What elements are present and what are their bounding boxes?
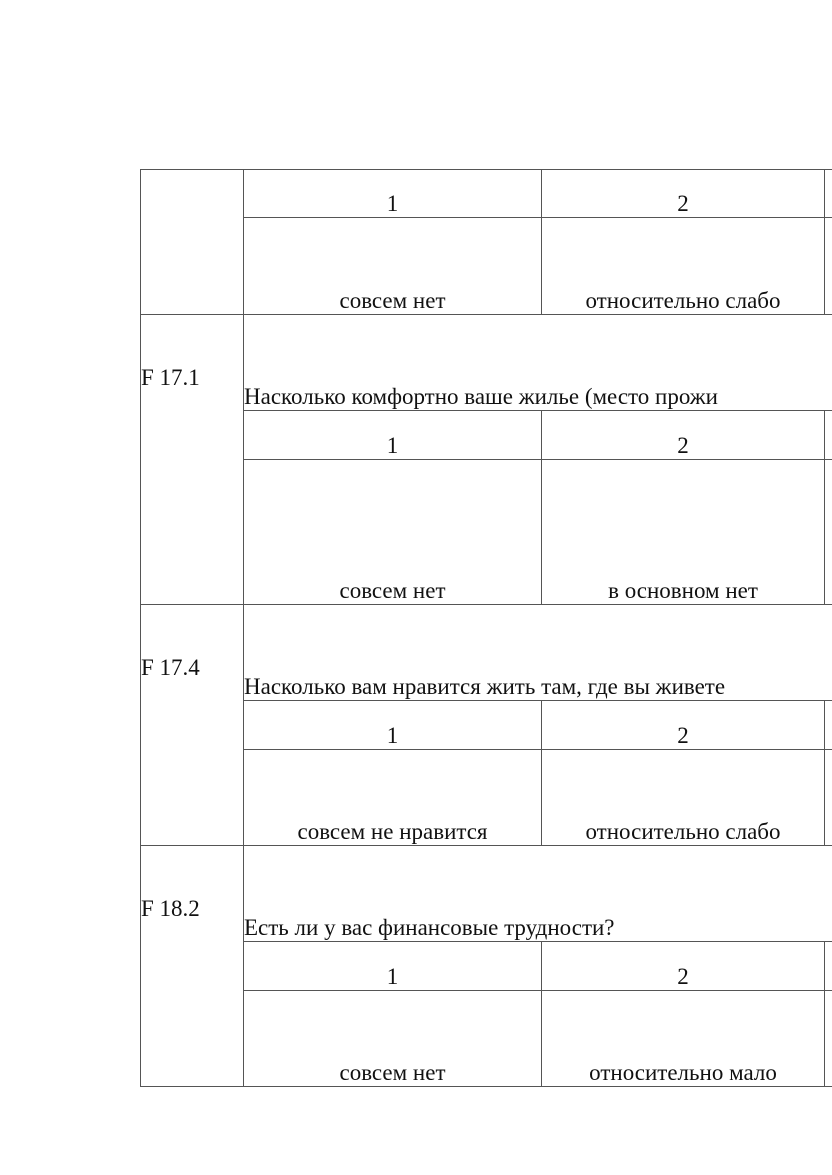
question-code: F 17.1 [141, 315, 244, 605]
answer-option-2: относительно слабо [542, 750, 825, 846]
questionnaire-table [140, 169, 832, 1087]
scale-number-3-cell [825, 942, 832, 991]
answer-option-1: совсем нет [244, 218, 542, 315]
empty-code-cell [141, 170, 244, 315]
scale-number-1: 1 [244, 942, 542, 991]
answer-option-3-cell [825, 750, 832, 846]
question-text: Насколько вам нравится жить там, где вы живете [244, 605, 832, 701]
answer-option-2: относительно слабо [542, 218, 825, 315]
question-code: F 17.4 [141, 605, 244, 846]
scale-number-1: 1 [244, 411, 542, 460]
scale-number-2: 2 [542, 942, 825, 991]
question-code: F 18.2 [141, 846, 244, 1087]
scale-number-3-cell [825, 411, 832, 460]
answer-option-2: в основном нет [542, 460, 825, 605]
question-text: Насколько комфортно ваше жилье (место прожи [244, 315, 832, 411]
table-row [141, 411, 832, 460]
answer-option-3-cell [825, 218, 832, 315]
scale-number-2: 2 [542, 701, 825, 750]
answer-option-1: совсем нет [244, 991, 542, 1087]
question-row [141, 605, 832, 701]
answer-option-1: совсем нет [244, 460, 542, 605]
question-row [141, 846, 832, 942]
table-row [141, 942, 832, 991]
answer-option-1: совсем не нравится [244, 750, 542, 846]
scale-number-3-cell [825, 701, 832, 750]
table-row [141, 218, 832, 315]
scale-number-2: 2 [542, 170, 825, 218]
scale-number-2: 2 [542, 411, 825, 460]
answer-option-3-cell [825, 991, 832, 1087]
table-row [141, 991, 832, 1087]
table-row [141, 170, 832, 218]
table-row [141, 460, 832, 605]
scale-number-3-cell [825, 170, 832, 218]
answer-option-3-cell [825, 460, 832, 605]
table-row [141, 701, 832, 750]
question-text: Есть ли у вас финансовые трудности? [244, 846, 832, 942]
question-row [141, 315, 832, 411]
scale-number-1: 1 [244, 701, 542, 750]
scale-number-1: 1 [244, 170, 542, 218]
answer-option-2: относительно мало [542, 991, 825, 1087]
table-row [141, 750, 832, 846]
